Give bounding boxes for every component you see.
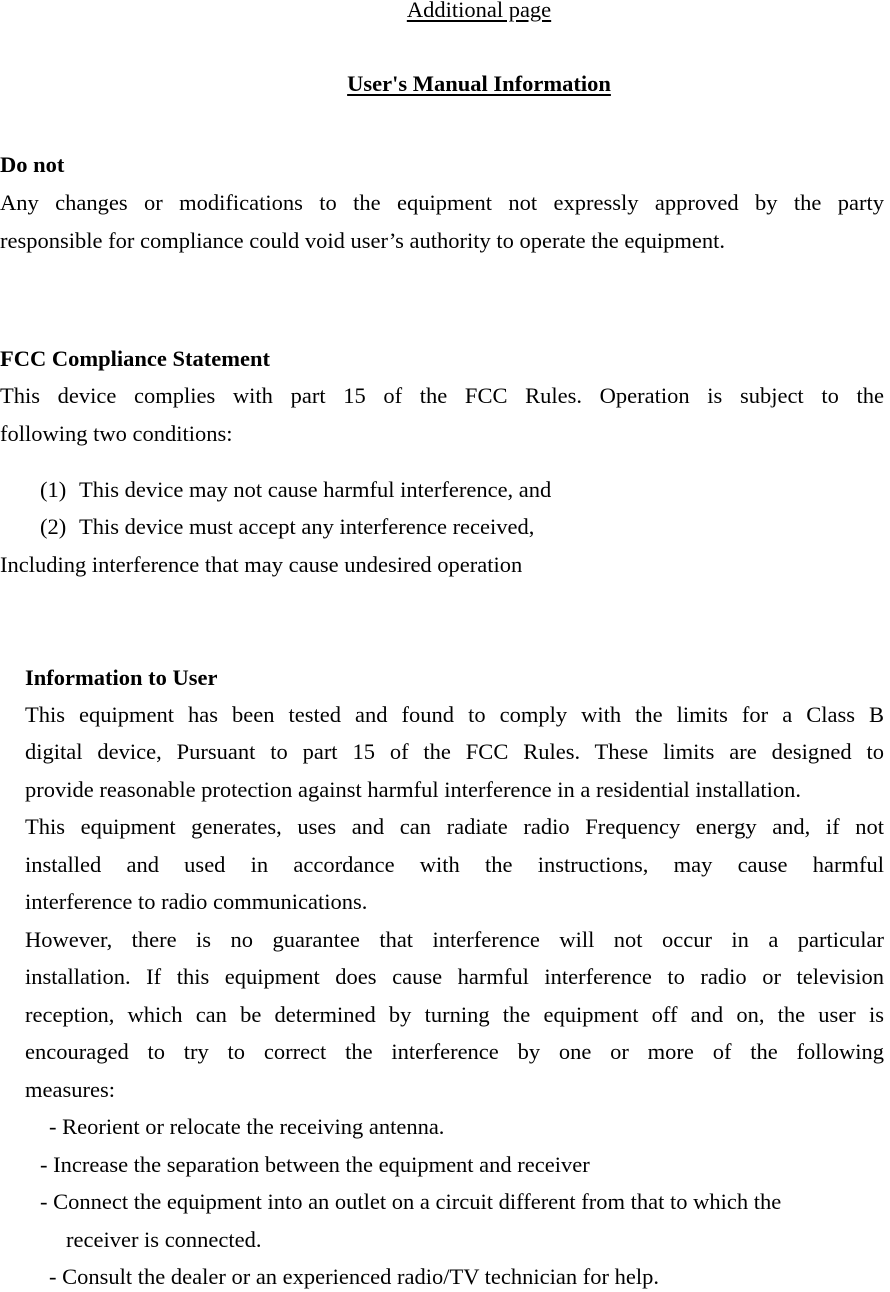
do-not-heading: Do not xyxy=(0,152,65,177)
info-line: installation. If this equipment does cause harmful interference to radio or television xyxy=(25,964,884,989)
condition-text: This device may not cause harmful interference, and xyxy=(79,477,552,502)
measure-item: - Connect the equipment into an outlet on a circuit different from that to which the xyxy=(40,1189,782,1214)
condition-text: This device must accept any interference received, xyxy=(79,514,535,539)
do-not-line: Any changes or modifications to the equipment not expressly approved by the party xyxy=(0,190,884,215)
info-line: This equipment generates, uses and can radiate radio Frequency energy and, if not xyxy=(25,814,884,839)
page-label: Additional page xyxy=(406,0,552,22)
fcc-line: This device complies with part 15 of the FCC Rules. Operation is subject to the xyxy=(0,383,884,408)
info-line: However, there is no guarantee that interference will not occur in a particular xyxy=(25,927,884,952)
info-line: This equipment has been tested and found to comply with the limits for a Class B xyxy=(25,702,884,727)
info-line: digital device, Pursuant to part 15 of the FCC Rules. These limits are designed to xyxy=(25,739,884,764)
do-not-line: responsible for compliance could void user’s authority to operate the equipment. xyxy=(0,228,726,253)
info-line: encouraged to try to correct the interference by one or more of the following xyxy=(25,1039,884,1064)
measure-item: - Consult the dealer or an experienced radio/TV technician for help. xyxy=(49,1264,659,1289)
info-line: interference to radio communications. xyxy=(25,889,368,914)
info-line: measures: xyxy=(25,1077,115,1102)
info-line: installed and used in accordance with the instructions, may cause harmful xyxy=(25,852,884,877)
info-heading: Information to User xyxy=(25,665,218,690)
condition-number: (2) xyxy=(40,514,67,539)
fcc-heading: FCC Compliance Statement xyxy=(0,346,270,371)
fcc-line: following two conditions: xyxy=(0,421,233,446)
measure-item: - Reorient or relocate the receiving antenna. xyxy=(49,1114,445,1139)
condition-number: (1) xyxy=(40,477,67,502)
info-line: reception, which can be determined by turning the equipment off and on, the user is xyxy=(25,1002,884,1027)
fcc-trailing-line: Including interference that may cause undesired operation xyxy=(0,552,523,577)
manual-title: User's Manual Information xyxy=(347,71,611,96)
info-line: provide reasonable protection against harmful interference in a residential installation. xyxy=(25,777,801,802)
measure-item: - Increase the separation between the equipment and receiver xyxy=(40,1152,590,1177)
measure-item-continuation: receiver is connected. xyxy=(66,1227,262,1252)
